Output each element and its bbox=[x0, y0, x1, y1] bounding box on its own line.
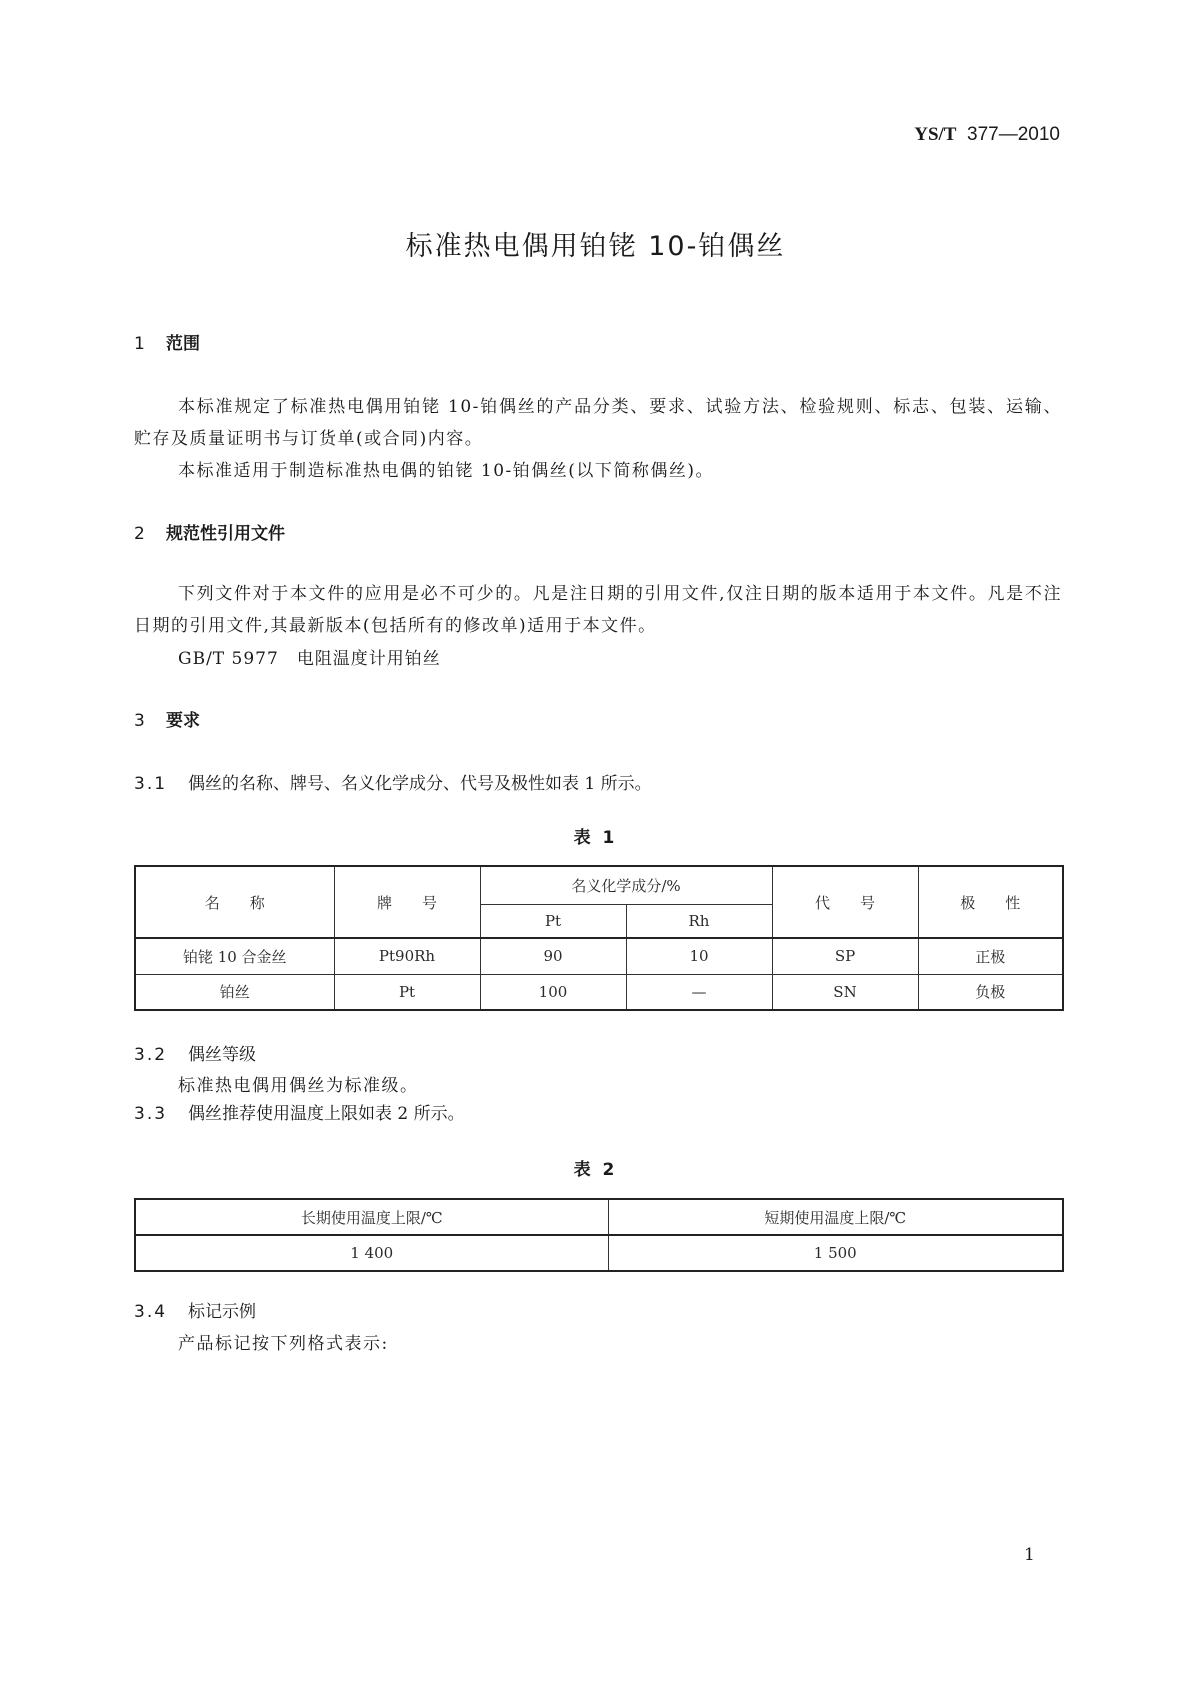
header-pt: Pt bbox=[480, 904, 626, 938]
table-row bbox=[135, 1235, 1063, 1271]
header-rh: Rh bbox=[626, 904, 772, 938]
clause-number: 3.1 bbox=[134, 774, 168, 794]
section-3-heading bbox=[134, 710, 200, 732]
clause-3-2 bbox=[134, 1043, 256, 1067]
page-number: 1 bbox=[1024, 1545, 1035, 1565]
clause-title: 偶丝等级 bbox=[188, 1045, 256, 1065]
header-grade: 牌号 bbox=[334, 866, 480, 938]
table-row bbox=[135, 938, 1063, 974]
cell-grade: Pt bbox=[334, 974, 480, 1010]
normative-reference bbox=[178, 645, 441, 673]
section-number: 3 bbox=[134, 711, 145, 731]
cell-code: SN bbox=[772, 974, 918, 1010]
section-title: 范围 bbox=[166, 334, 200, 354]
cell-rh: 10 bbox=[626, 938, 772, 974]
cell-name: 铂丝 bbox=[135, 974, 334, 1010]
table-1-caption: 表 1 bbox=[573, 828, 618, 848]
clause-number: 3.3 bbox=[134, 1104, 168, 1124]
section-1-paragraph-2: 本标准适用于制造标准热电偶的铂铑 10-铂偶丝(以下简称偶丝)。 bbox=[178, 461, 715, 481]
clause-text: 偶丝推荐使用温度上限如表 2 所示。 bbox=[188, 1104, 465, 1124]
section-number: 1 bbox=[134, 334, 145, 354]
cell-grade: Pt90Rh bbox=[334, 938, 480, 974]
cell-long-term-limit: 1 400 bbox=[135, 1235, 608, 1271]
header-name: 名称 bbox=[135, 866, 334, 938]
header-code: 代号 bbox=[772, 866, 918, 938]
cell-name: 铂铑 10 合金丝 bbox=[135, 938, 334, 974]
clause-3-1 bbox=[134, 772, 652, 796]
document-title: 标准热电偶用铂铑 10-铂偶丝 bbox=[405, 231, 786, 262]
reference-title: 电阻温度计用铂丝 bbox=[296, 649, 441, 669]
clause-title: 标记示例 bbox=[188, 1302, 256, 1322]
cell-polarity: 负极 bbox=[918, 974, 1063, 1010]
clause-text: 偶丝的名称、牌号、名义化学成分、代号及极性如表 1 所示。 bbox=[188, 774, 652, 794]
table-1 bbox=[134, 865, 1064, 1011]
header-short-term-limit: 短期使用温度上限/℃ bbox=[608, 1199, 1063, 1235]
cell-polarity: 正极 bbox=[918, 938, 1063, 974]
section-number: 2 bbox=[134, 524, 145, 544]
header-long-term-limit: 长期使用温度上限/℃ bbox=[135, 1199, 608, 1235]
table-2 bbox=[134, 1198, 1064, 1272]
clause-3-4-text: 产品标记按下列格式表示: bbox=[178, 1334, 389, 1354]
cell-pt: 90 bbox=[480, 938, 626, 974]
header-composition: 名义化学成分/% bbox=[480, 866, 772, 904]
clause-number: 3.4 bbox=[134, 1302, 168, 1322]
reference-code: GB/T 5977 bbox=[178, 649, 279, 669]
section-2-paragraph-1: 下列文件对于本文件的应用是必不可少的。凡是注日期的引用文件,仅注日期的版本适用于本文件。凡是不注日期的引用文件,其最新版本(包括所有的修改单)适用于本文件。 bbox=[134, 584, 1062, 636]
section-title: 规范性引用文件 bbox=[166, 524, 285, 544]
standard-code bbox=[880, 124, 1060, 146]
section-2-heading bbox=[134, 523, 285, 545]
clause-number: 3.2 bbox=[134, 1045, 168, 1065]
cell-short-term-limit: 1 500 bbox=[608, 1235, 1063, 1271]
table-2-caption: 表 2 bbox=[573, 1160, 618, 1180]
table-row bbox=[135, 974, 1063, 1010]
cell-rh: — bbox=[626, 974, 772, 1010]
clause-3-4 bbox=[134, 1300, 256, 1324]
cell-pt: 100 bbox=[480, 974, 626, 1010]
standard-prefix: YS/T bbox=[914, 124, 957, 145]
clause-3-3 bbox=[134, 1102, 465, 1126]
header-polarity: 极性 bbox=[918, 866, 1063, 938]
clause-3-2-text: 标准热电偶用偶丝为标准级。 bbox=[178, 1076, 419, 1096]
section-1-heading bbox=[134, 333, 200, 355]
standard-number: 377—2010 bbox=[967, 124, 1060, 145]
section-1-paragraph-1: 本标准规定了标准热电偶用铂铑 10-铂偶丝的产品分类、要求、试验方法、检验规则、标志、包装、运输、贮存及质量证明书与订货单(或合同)内容。 bbox=[134, 397, 1062, 449]
section-title: 要求 bbox=[166, 711, 200, 731]
cell-code: SP bbox=[772, 938, 918, 974]
